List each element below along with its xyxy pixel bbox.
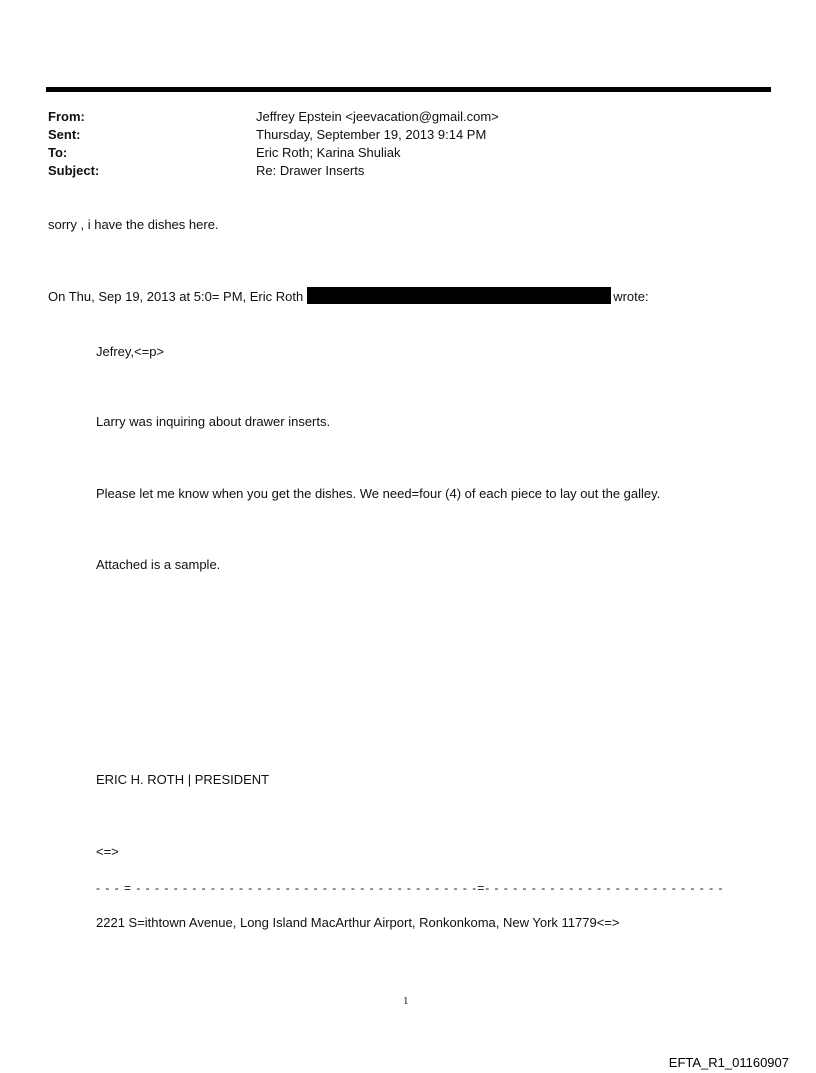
to-value: Eric Roth; Karina Shuliak — [256, 145, 401, 160]
signature-title: ERIC H. ROTH | PRESIDENT — [96, 772, 270, 787]
redaction-block — [307, 287, 611, 304]
reply-text: sorry , i have the dishes here. — [48, 217, 219, 232]
email-header — [48, 108, 748, 180]
from-label: From: — [48, 109, 85, 124]
from-value: Jeffrey Epstein <jeevacation@gmail.com> — [256, 109, 499, 124]
signature-address: 2221 S=ithtown Avenue, Long Island MacArthur Airport, Ronkonkoma, New York 11779<=> — [96, 915, 620, 930]
quoted-line-3: Attached is a sample. — [96, 557, 221, 572]
subject-row — [48, 162, 748, 180]
from-row — [48, 108, 748, 126]
document-id: EFTA_R1_01160907 — [668, 1055, 789, 1070]
page-number: 1 — [403, 995, 409, 1007]
attribution-suffix: wrote: — [613, 289, 649, 304]
quoted-line-2: Please let me know when you get the dishes. We need=four (4) of each piece to lay out the galley. — [96, 486, 661, 501]
to-row — [48, 144, 748, 162]
subject-value: Re: Drawer Inserts — [256, 163, 365, 178]
sent-row — [48, 126, 748, 144]
header-rule — [46, 87, 771, 92]
attribution-line — [48, 287, 649, 306]
to-label: To: — [48, 145, 68, 160]
sent-label: Sent: — [48, 127, 81, 142]
attribution-prefix: On Thu, Sep 19, 2013 at 5:0= PM, Eric Roth — [48, 289, 304, 304]
signature-divider: - - - = - - - - - - - - - - - - - - - - - - - - - - - - - - - - - - - - - - - - -=- - - - - - - - - - - - - - - - - - - - - - - - - - — [96, 881, 724, 895]
subject-label: Subject: — [48, 163, 100, 178]
signature-marker: <=> — [96, 844, 119, 859]
quoted-line-1: Larry was inquiring about drawer inserts. — [96, 414, 331, 429]
sent-value: Thursday, September 19, 2013 9:14 PM — [256, 127, 487, 142]
quoted-greeting: Jefrey,<=p> — [96, 344, 165, 359]
